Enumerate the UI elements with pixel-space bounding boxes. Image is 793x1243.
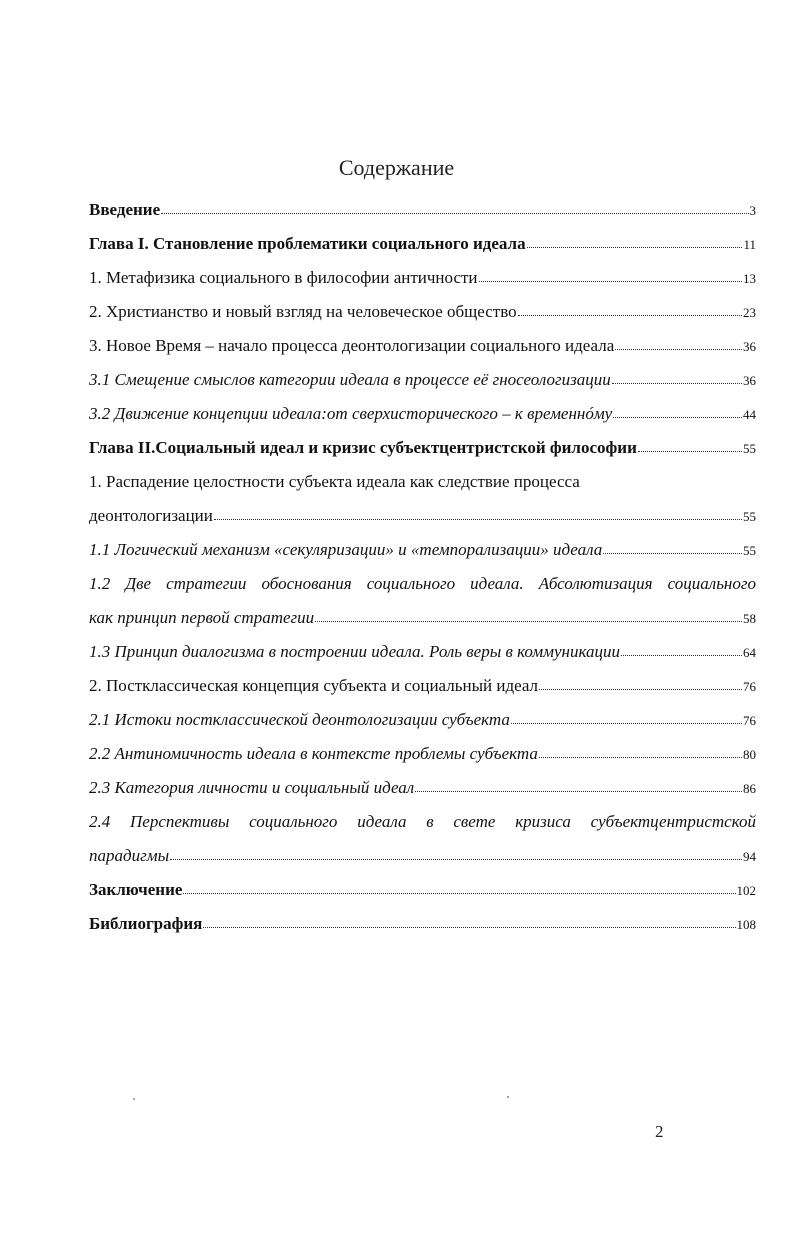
- toc-entry-1-3-2[interactable]: [89, 397, 756, 431]
- dot-leader: [415, 790, 742, 792]
- toc-entry-page: 11: [743, 237, 756, 252]
- dot-leader: [170, 858, 742, 860]
- toc-entry-page: 44: [743, 407, 756, 422]
- dot-leader: [539, 688, 742, 690]
- toc-entry-page: 76: [743, 713, 756, 728]
- toc-entry-page: 94: [743, 849, 756, 864]
- dot-leader: [638, 450, 742, 452]
- dot-leader: [511, 722, 742, 724]
- dot-leader: [615, 348, 742, 350]
- toc-entry-title: как принцип первой стратегии: [89, 608, 315, 627]
- toc-entry-page: 55: [743, 543, 756, 558]
- toc-entry-chapter-1[interactable]: [89, 227, 756, 261]
- toc-entry-title: 1.3 Принцип диалогизма в построении идеала. Роль веры в коммуникации: [89, 642, 620, 661]
- toc-entry-page: 36: [743, 339, 756, 354]
- toc-entry-2-1-2-line1[interactable]: 1.2 Две стратегии обоснования социального идеала. Абсолютизация социального: [89, 574, 756, 593]
- toc-entry-title: 2. Христианство и новый взгляд на человеческое общество: [89, 302, 517, 321]
- toc-entry-page: 36: [743, 373, 756, 388]
- dot-leader: [621, 654, 742, 656]
- toc-entry-page: 108: [736, 917, 756, 932]
- toc-entry-page: 55: [743, 441, 756, 456]
- toc-entry-page: 58: [743, 611, 756, 626]
- toc-entry-title: 2.1 Истоки постклассической деонтологизации субъекта: [89, 710, 510, 729]
- toc-entry-1-3-1[interactable]: [89, 363, 756, 397]
- toc-entry-2-1-line1[interactable]: 1. Распадение целостности субъекта идеала как следствие процесса: [89, 472, 580, 491]
- toc-entry-page: 102: [736, 883, 756, 898]
- toc-entry-introduction[interactable]: [89, 193, 756, 227]
- toc-entry-page: 3: [749, 203, 756, 218]
- dot-leader: [527, 246, 743, 248]
- toc-entry-page: 80: [743, 747, 756, 762]
- toc-entry-title: Заключение: [89, 880, 183, 899]
- toc-entry-2-2-3[interactable]: [89, 771, 756, 805]
- toc-entry-title: 1.1 Логический механизм «секуляризации» и «темпорализации» идеала: [89, 540, 603, 559]
- dot-leader: [518, 314, 742, 316]
- toc-entry-page: 55: [743, 509, 756, 524]
- dot-leader: [612, 382, 742, 384]
- toc-entry-2-1-2[interactable]: [89, 601, 756, 635]
- toc-entry-page: 64: [743, 645, 756, 660]
- scan-speck: [133, 1098, 135, 1100]
- toc-entry-title: 2.2 Антиномичность идеала в контексте проблемы субъекта: [89, 744, 538, 763]
- toc-entry-page: 13: [743, 271, 756, 286]
- toc-entry-2-2-1[interactable]: [89, 703, 756, 737]
- toc-entry-2-2-2[interactable]: [89, 737, 756, 771]
- dot-leader: [203, 926, 735, 928]
- dot-leader: [603, 552, 742, 554]
- toc-entry-page: 86: [743, 781, 756, 796]
- table-of-contents: [89, 193, 756, 941]
- toc-entry-1-1[interactable]: [89, 261, 756, 295]
- dot-leader: [214, 518, 742, 520]
- toc-entry-title: Глава II.Социальный идеал и кризис субъектцентристской философии: [89, 438, 637, 457]
- toc-entry-title: деонтологизации: [89, 506, 213, 525]
- toc-entry-title: 2. Постклассическая концепция субъекта и социальный идеал: [89, 676, 539, 695]
- page-number: 2: [655, 1122, 664, 1141]
- toc-entry-title: 1. Метафизика социального в философии античности: [89, 268, 478, 287]
- toc-entry-title: парадигмы: [89, 846, 170, 865]
- toc-entry-title: Глава I. Становление проблематики социального идеала: [89, 234, 526, 253]
- page-title: Содержание: [338, 155, 455, 180]
- scan-speck: [507, 1096, 509, 1098]
- toc-entry-title: 3.1 Смещение смыслов категории идеала в процессе её гносеологизации: [89, 370, 611, 389]
- dot-leader: [315, 620, 742, 622]
- dot-leader: [539, 756, 742, 758]
- toc-entry-title: Введение: [89, 200, 161, 219]
- dot-leader: [161, 212, 748, 214]
- dot-leader: [479, 280, 742, 282]
- toc-entry-bibliography[interactable]: [89, 907, 756, 941]
- dot-leader: [183, 892, 735, 894]
- dot-leader: [613, 416, 742, 418]
- toc-entry-title: 3. Новое Время – начало процесса деонтологизации социального идеала: [89, 336, 615, 355]
- toc-entry-2-1-1[interactable]: [89, 533, 756, 567]
- toc-entry-2-1-3[interactable]: [89, 635, 756, 669]
- toc-entry-2-2-4-line1[interactable]: 2.4 Перспективы социального идеала в свете кризиса субъектцентристской: [89, 812, 756, 831]
- toc-entry-chapter-2[interactable]: [89, 431, 756, 465]
- toc-entry-page: 23: [743, 305, 756, 320]
- toc-entry-2-2-4[interactable]: [89, 839, 756, 873]
- toc-entry-page: 76: [743, 679, 756, 694]
- toc-entry-1-3[interactable]: [89, 329, 756, 363]
- toc-entry-conclusion[interactable]: [89, 873, 756, 907]
- toc-entry-2-2[interactable]: [89, 669, 756, 703]
- toc-entry-title: 3.2 Движение концепции идеала:от сверхисторического – к временнóму: [89, 404, 613, 423]
- toc-entry-title: Библиография: [89, 914, 203, 933]
- toc-entry-2-1[interactable]: [89, 499, 756, 533]
- toc-entry-title: 2.3 Категория личности и социальный идеал: [89, 778, 415, 797]
- toc-entry-1-2[interactable]: [89, 295, 756, 329]
